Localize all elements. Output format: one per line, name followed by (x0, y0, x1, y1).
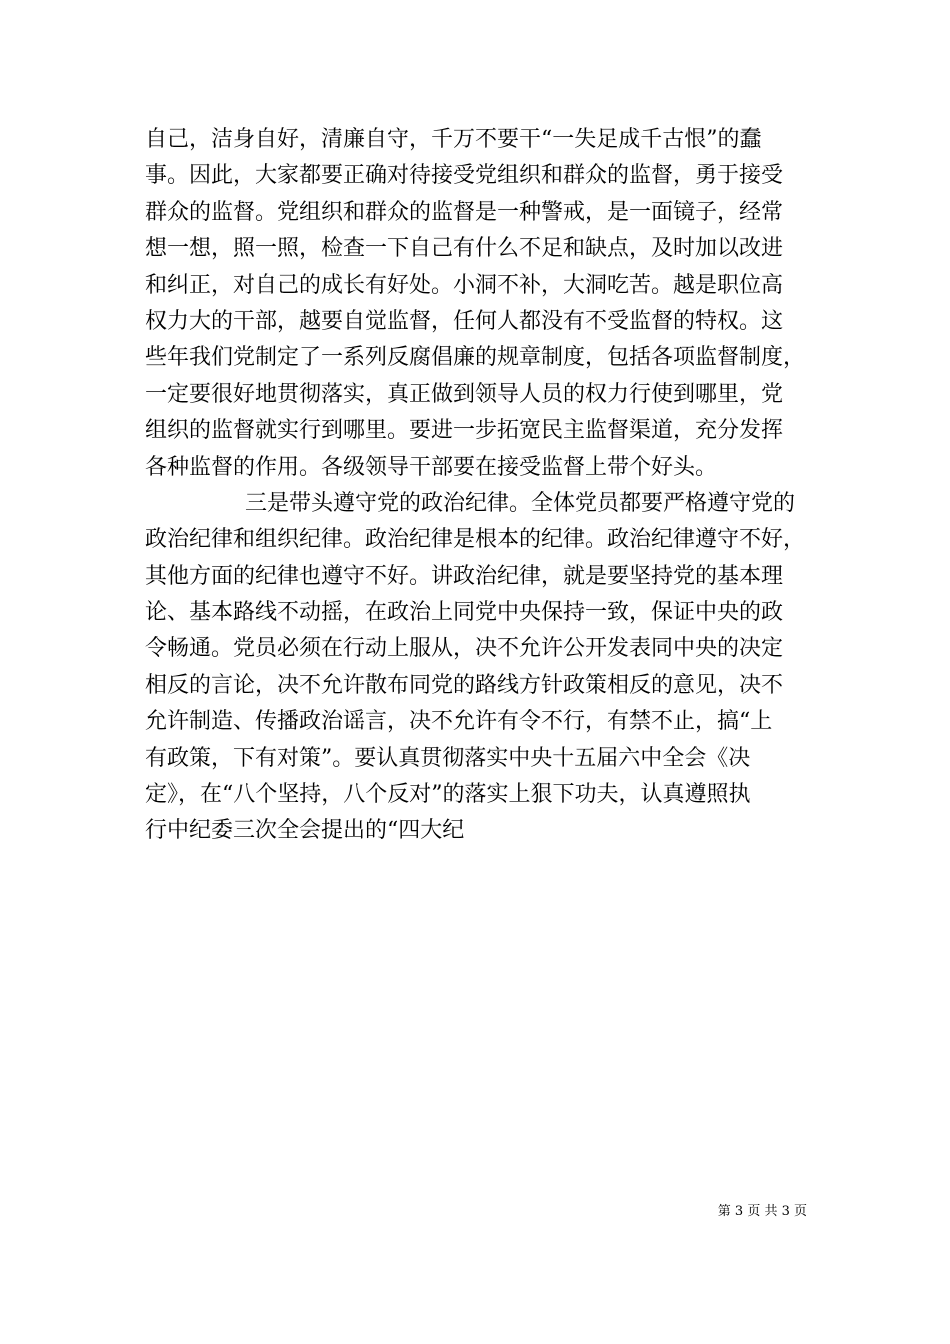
document-body (145, 122, 807, 850)
text-line: 相反的言论，决不允许散布同党的路线方针政策相反的意见，决不 (145, 672, 784, 698)
text-line: 允许制造、传播政治谣言，决不允许有令不行，有禁不止，搞“上 (145, 709, 773, 735)
text-line: 其他方面的纪律也遵守不好。讲政治纪律，就是要坚持党的基本理 (145, 563, 784, 589)
text-line: 自己，洁身自好，清廉自守，千万不要干“一失足成千古恨”的蠢 (145, 127, 762, 152)
text-line: 事。因此，大家都要正确对待接受党组织和群众的监督，勇于接受 (145, 163, 784, 189)
text-line: 令畅通。党员必须在行动上服从，决不允许公开发表同中央的决定 (145, 636, 784, 662)
page-number: 第 3 页 共 3 页 (717, 1204, 807, 1219)
text-line: 各种监督的作用。各级领导干部要在接受监督上带个好头。 (145, 454, 718, 480)
text-line: 组织的监督就实行到哪里。要进一步拓宽民主监督渠道，充分发挥 (145, 418, 784, 444)
text-line: 一定要很好地贯彻落实，真正做到领导人员的权力行使到哪里，党 (145, 381, 784, 407)
text-line: 政治纪律和组织纪律。政治纪律是根本的纪律。政治纪律遵守不好， (145, 527, 806, 553)
text-line: 有政策，下有对策”。要认真贯彻落实中央十五届六中全会《决 (145, 745, 751, 771)
text-line: 行中纪委三次全会提出的“四大纪 (145, 818, 465, 844)
text-line: 定》，在“八个坚持，八个反对”的落实上狠下功夫，认真遵照执 (145, 782, 751, 808)
paragraph-first-line: 三是带头遵守党的政治纪律。全体党员都要严格遵守党的 (245, 490, 796, 516)
text-line: 和纠正，对自己的成长有好处。小洞不补，大洞吃苦。越是职位高 (145, 272, 784, 298)
text-line: 想一想，照一照，检查一下自己有什么不足和缺点，及时加以改进 (145, 236, 784, 262)
text-line: 些年我们党制定了一系列反腐倡廉的规章制度，包括各项监督制度， (145, 345, 806, 371)
text-line: 论、基本路线不动摇，在政治上同党中央保持一致，保证中央的政 (145, 600, 784, 626)
text-line: 群众的监督。党组织和群众的监督是一种警戒，是一面镜子，经常 (145, 199, 784, 225)
text-line: 权力大的干部，越要自觉监督，任何人都没有不受监督的特权。这 (145, 308, 784, 334)
